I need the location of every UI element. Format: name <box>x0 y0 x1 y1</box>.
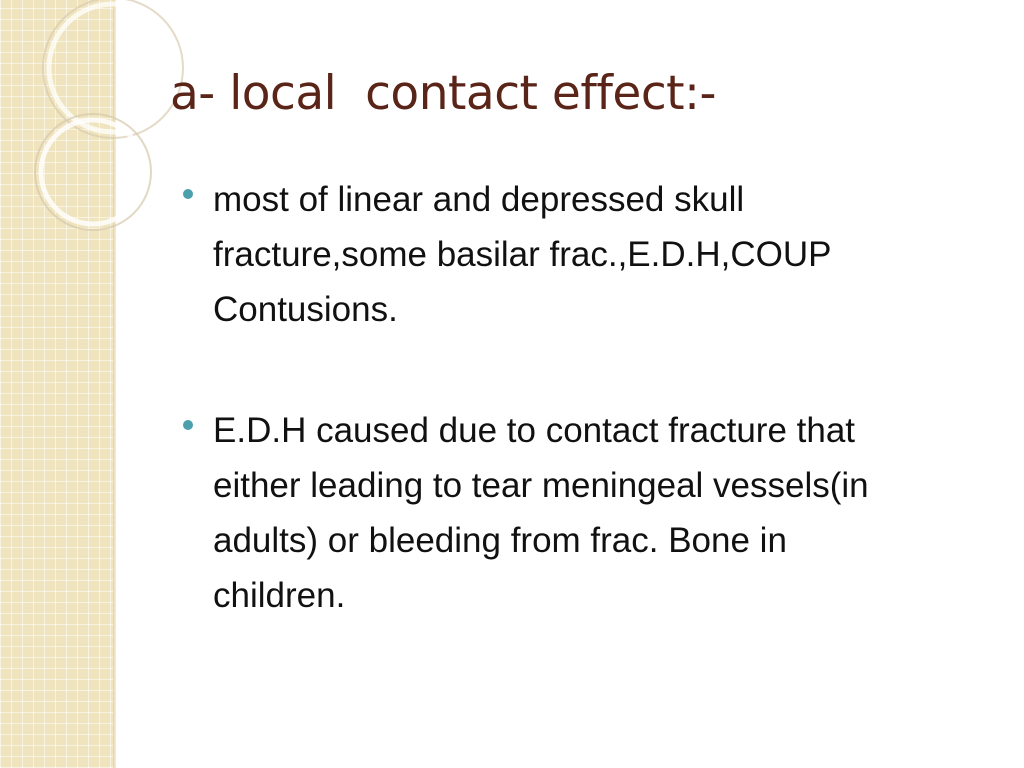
bullet-item <box>183 172 1003 337</box>
slide-title: a- local contact effect:- <box>170 66 716 121</box>
bullet-dot-icon <box>183 420 193 430</box>
bullet-text: E.D.H caused due to contact fracture that either leading to tear meningeal vessels(in adults) or bleeding from frac. Bone in children. <box>213 411 869 615</box>
bullet-dot-icon <box>183 189 193 199</box>
bullet-list <box>183 172 1003 689</box>
bullet-text: most of linear and depressed skull fracture,some basilar frac.,E.D.H,COUP Contusions. <box>213 180 832 329</box>
bullet-item <box>183 403 1003 623</box>
decorative-rings <box>0 0 200 260</box>
